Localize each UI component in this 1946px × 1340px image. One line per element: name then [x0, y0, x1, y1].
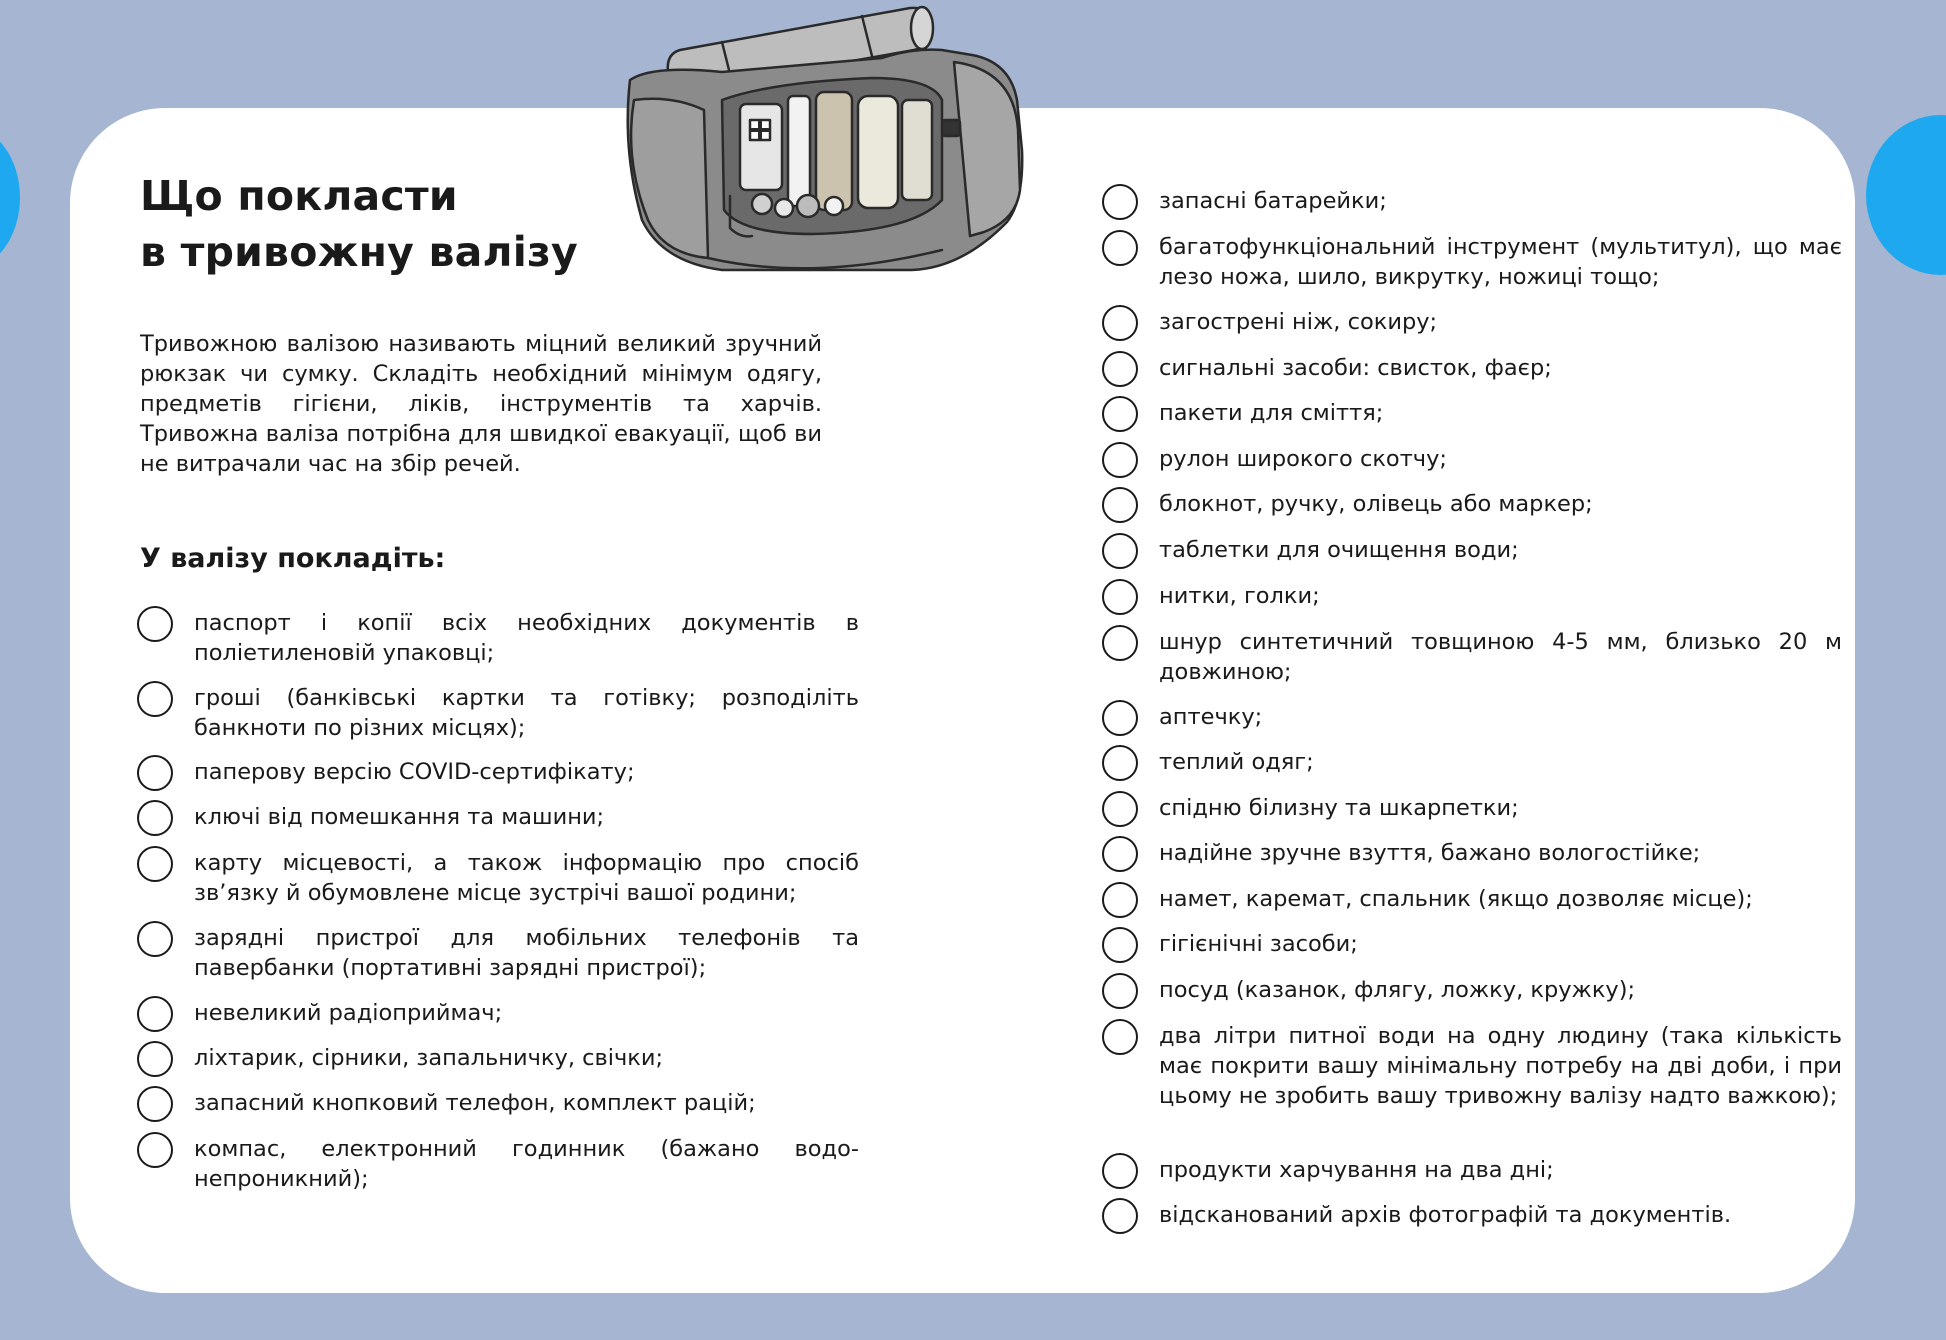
checklist-item[interactable]: аптечку;	[1102, 702, 1842, 736]
checklist-item[interactable]: намет, каремат, спальник (якщо дозволяє місце);	[1102, 884, 1842, 918]
checkbox-circle-icon[interactable]	[137, 800, 173, 836]
checklist-item[interactable]: рулон широкого скотчу;	[1102, 444, 1842, 478]
title-line-2: в тривожну валізу	[140, 228, 578, 276]
checklist-item[interactable]: блокнот, ручку, олівець або маркер;	[1102, 489, 1842, 523]
checkbox-circle-icon[interactable]	[1102, 745, 1138, 781]
checklist-item[interactable]: ключі від помешкання та машини;	[137, 802, 859, 836]
title-line-1: Що покласти	[140, 172, 458, 220]
checkbox-circle-icon[interactable]	[1102, 700, 1138, 736]
checklist-item[interactable]: шнур синтетичний товщиною 4-5 мм, близько 20 м довжиною;	[1102, 627, 1842, 687]
checkbox-circle-icon[interactable]	[1102, 351, 1138, 387]
intro-paragraph: Тривожною валізою називають міцний великий зручний рюкзак чи сумку. Складіть необхідний мінімум одягу, предметів гігієни, ліків, інструментів та харчів. Тривожна валіза потрібна для швидкої евакуації, щоб ви не витрачали час на збір речей.	[140, 331, 822, 477]
checkbox-circle-icon[interactable]	[137, 996, 173, 1032]
checkbox-circle-icon[interactable]	[137, 1086, 173, 1122]
checklist-item[interactable]: паспорт і копії всіх необхідних документів в поліетиленовій упаковці;	[137, 608, 859, 668]
checklist-item[interactable]: посуд (казанок, флягу, ложку, кружку);	[1102, 975, 1842, 1009]
backpack-illustration-icon	[612, 0, 1032, 290]
checklist-item[interactable]: невеликий радіоприймач;	[137, 998, 859, 1032]
checkbox-circle-icon[interactable]	[1102, 442, 1138, 478]
checklist-item[interactable]: пакети для сміття;	[1102, 398, 1842, 432]
checkbox-circle-icon[interactable]	[1102, 791, 1138, 827]
checkbox-circle-icon[interactable]	[1102, 487, 1138, 523]
checkbox-circle-icon[interactable]	[137, 1041, 173, 1077]
checkbox-circle-icon[interactable]	[1102, 305, 1138, 341]
checkbox-circle-icon[interactable]	[137, 681, 173, 717]
checklist-item[interactable]: гроші (банківські картки та готівку; розподіліть банкноти по різних місцях);	[137, 683, 859, 743]
checklist-item[interactable]: загострені ніж, сокиру;	[1102, 307, 1842, 341]
decorative-blob-left	[0, 125, 20, 270]
checklist-item[interactable]: теплий одяг;	[1102, 747, 1842, 781]
checkbox-circle-icon[interactable]	[137, 921, 173, 957]
checklist-item[interactable]: спідню білизну та шкарпетки;	[1102, 793, 1842, 827]
checklist-item[interactable]: продукти харчування на два дні;	[1102, 1155, 1842, 1189]
checkbox-circle-icon[interactable]	[1102, 625, 1138, 661]
checkbox-circle-icon[interactable]	[1102, 927, 1138, 963]
checkbox-circle-icon[interactable]	[1102, 1153, 1138, 1189]
page-title	[140, 168, 578, 280]
checkbox-circle-icon[interactable]	[137, 1132, 173, 1168]
checkbox-circle-icon[interactable]	[1102, 230, 1138, 266]
checklist-item[interactable]: запасний кнопковий телефон, комплект рацій;	[137, 1088, 859, 1122]
checklist-item[interactable]: таблетки для очищення води;	[1102, 535, 1842, 569]
checkbox-circle-icon[interactable]	[1102, 836, 1138, 872]
decorative-blob-right	[1866, 115, 1946, 275]
checkbox-circle-icon[interactable]	[1102, 184, 1138, 220]
checkbox-circle-icon[interactable]	[1102, 1198, 1138, 1234]
checklist-heading: У валізу покладіть:	[140, 543, 446, 574]
checklist-item[interactable]: паперову версію COVID-сертифікату;	[137, 757, 859, 791]
checklist-item[interactable]: сигнальні засоби: свисток, фаєр;	[1102, 353, 1842, 387]
checklist-item[interactable]: нитки, голки;	[1102, 581, 1842, 615]
checklist-item[interactable]: багатофункціональний інструмент (мультитул), що має лезо ножа, шило, викрутку, ножиці тощо;	[1102, 232, 1842, 292]
checklist-item[interactable]: надійне зручне взуття, бажано вологостійке;	[1102, 838, 1842, 872]
checkbox-circle-icon[interactable]	[1102, 973, 1138, 1009]
checkbox-circle-icon[interactable]	[1102, 396, 1138, 432]
checkbox-circle-icon[interactable]	[1102, 579, 1138, 615]
checkbox-circle-icon[interactable]	[137, 606, 173, 642]
checkbox-circle-icon[interactable]	[1102, 882, 1138, 918]
checklist-item[interactable]: зарядні пристрої для мобільних телефонів та павербанки (портативні зарядні пристрої);	[137, 923, 859, 983]
checklist-item[interactable]: гігієнічні засоби;	[1102, 929, 1842, 963]
checklist-item[interactable]: ліхтарик, сірники, запальничку, свічки;	[137, 1043, 859, 1077]
checklist-item[interactable]: запасні батарейки;	[1102, 186, 1842, 220]
checkbox-circle-icon[interactable]	[137, 846, 173, 882]
checklist-item[interactable]: компас, електронний годинник (бажано водо-непроникний);	[137, 1134, 859, 1194]
checklist-item[interactable]: два літри питної води на одну людину (така кількість має покрити вашу мінімальну потребу на дві доби, і при цьому не зробить вашу тривожну валізу надто важкою);	[1102, 1021, 1842, 1111]
checklist-item[interactable]: відсканований архів фотографій та документів.	[1102, 1200, 1842, 1234]
checkbox-circle-icon[interactable]	[1102, 533, 1138, 569]
checklist-item[interactable]: карту місцевості, а також інформацію про спосіб зв’язку й обумовлене місце зустрічі вашої родини;	[137, 848, 859, 908]
checkbox-circle-icon[interactable]	[1102, 1019, 1138, 1055]
checkbox-circle-icon[interactable]	[137, 755, 173, 791]
